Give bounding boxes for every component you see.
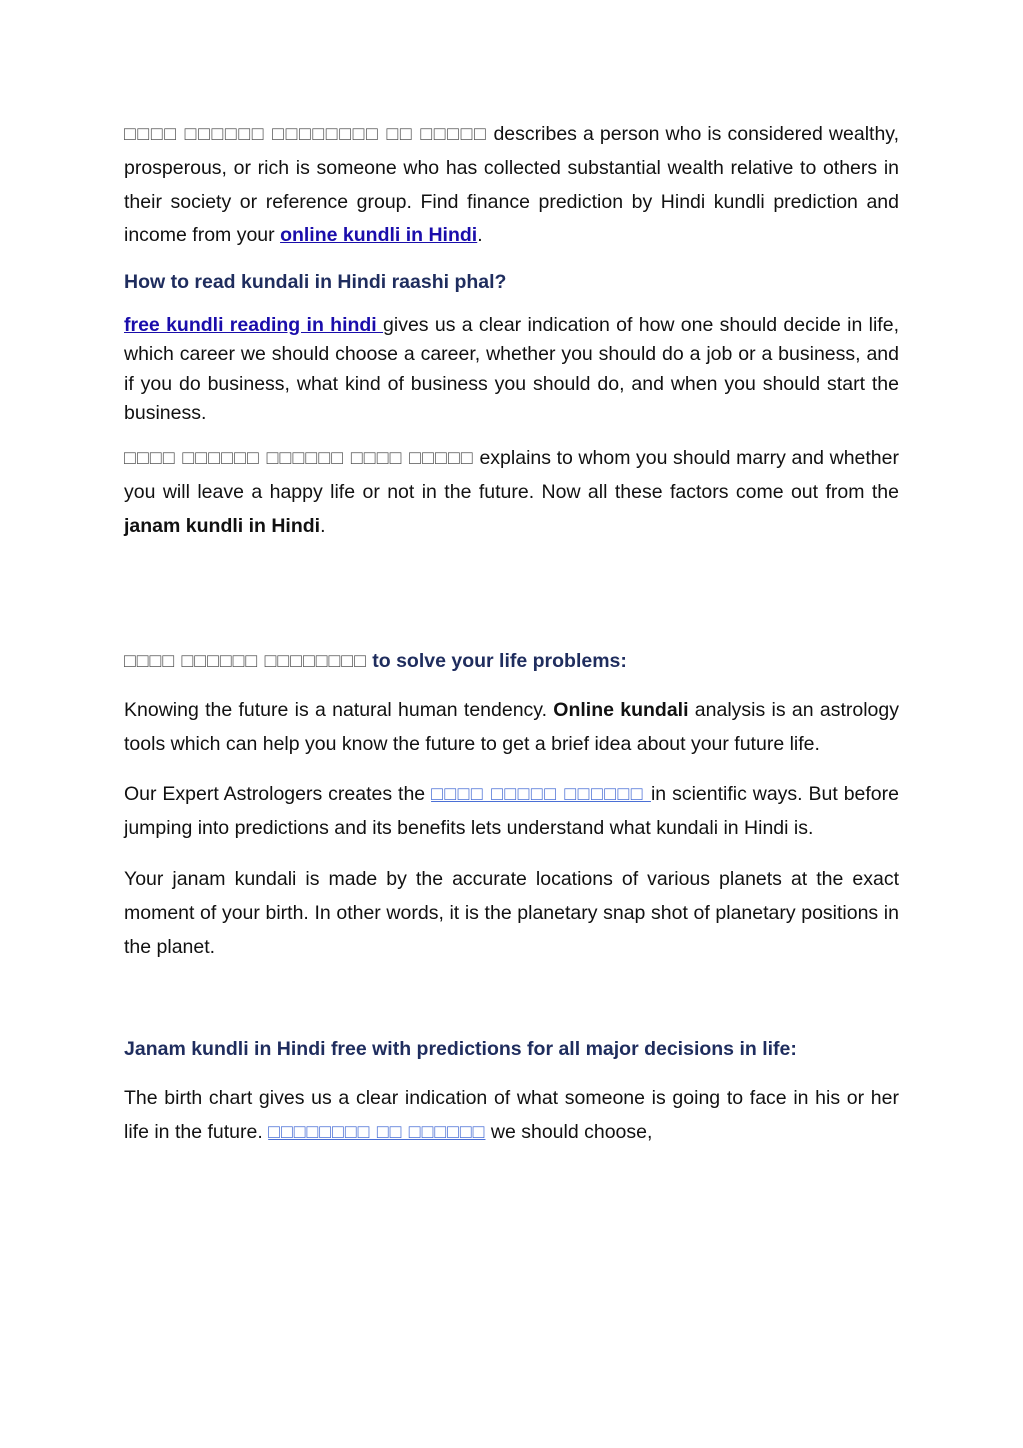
online-kundli-link[interactable]: online kundli in Hindi [280, 224, 478, 247]
paragraph-marriage [124, 442, 899, 543]
paragraph-text: explains to whom you should marry and whether you will leave a happy life or not in the future. Now all these factors come out from the [124, 447, 899, 504]
hindi-kundli-link[interactable]: □□□□ □□□□□ □□□□□□ [431, 783, 651, 806]
free-kundli-reading-link[interactable]: free kundli reading in hindi [124, 314, 384, 337]
paragraph-expert-astrologers [124, 778, 899, 846]
paragraph-end: . [477, 224, 483, 247]
hindi-phrase: □□□□ □□□□□□ □□□□□□ □□□□ □□□□□ [124, 447, 474, 470]
janam-kundli-bold: janam kundli in Hindi [124, 514, 321, 537]
paragraph-text: The birth chart gives us a clear indication of what someone is going to face in his or her life in the future. [124, 1087, 899, 1144]
paragraph-text: in scientific ways. But before jumping into predictions and its benefits lets understand what kundali in Hindi is. [124, 783, 899, 840]
heading-read-kundali: How to read kundali in Hindi raashi phal? [124, 271, 507, 294]
hindi-phrase: □□□□ □□□□□□ □□□□□□□□ □□ □□□□□ [124, 123, 488, 145]
heading-text: to solve your life problems: [366, 649, 627, 672]
hindi-phrase: □□□□ □□□□□□ □□□□□□□□ [124, 649, 367, 672]
paragraph-birth-chart [124, 1082, 899, 1150]
paragraph-janam-kundali: Your janam kundali is made by the accurate locations of various planets at the exact moment of your birth. In other words, it is the planetary snap shot of planetary positions in the planet. [124, 867, 899, 958]
paragraph-end: . [320, 514, 326, 537]
paragraph-text: describes a person who is considered wealthy, prosperous, or rich is someone who has collected substantial wealth relative to others in their society or reference group. Find finance prediction by Hindi kundli prediction and income from your [124, 123, 900, 247]
heading-solve-problems [124, 646, 899, 676]
document-page [124, 118, 899, 1150]
paragraph-text: Knowing the future is a natural human tendency. [124, 698, 554, 721]
paragraph-text: Our Expert Astrologers creates the [124, 783, 432, 806]
online-kundali-bold: Online kundali [553, 698, 689, 721]
paragraph-text: we should choose, [485, 1121, 653, 1144]
heading-janam-kundli-free: Janam kundli in Hindi free with predictions for all major decisions in life: [124, 1038, 797, 1061]
hindi-career-link[interactable]: □□□□□□□□ □□ □□□□□□ [268, 1121, 486, 1144]
paragraph-text: gives us a clear indication of how one should decide in life, which career we should choose a career, whether you should do a job or a business, and if you do business, what kind of business you should do, and when you should start the business. [124, 314, 899, 425]
paragraph-wealth [124, 118, 899, 253]
paragraph-knowing-future [124, 694, 899, 762]
paragraph-text: analysis is an astrology tools which can help you know the future to get a brief idea about your future life. [124, 698, 899, 755]
paragraph-free-kundli [124, 311, 899, 428]
